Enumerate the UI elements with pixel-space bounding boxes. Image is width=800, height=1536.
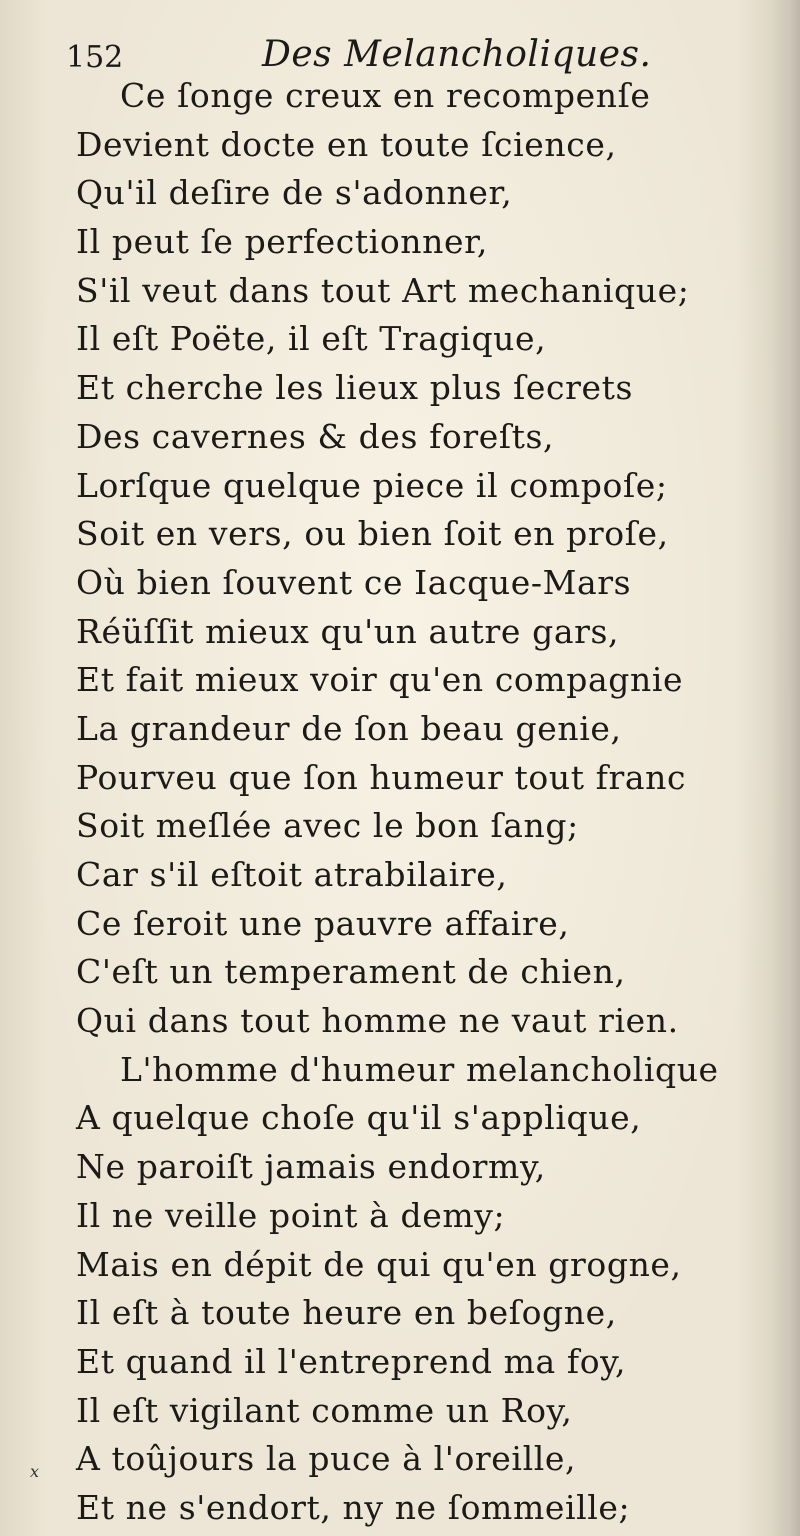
verse-line: Mais en dépit de qui qu'en grogne,	[76, 1244, 682, 1284]
verse-line: Ce ſeroit une pauvre affaire,	[76, 903, 570, 943]
verse-line: Et quand il l'entreprend ma foy,	[76, 1341, 627, 1381]
verse-line: Qui dans tout homme ne vaut rien.	[76, 1001, 679, 1041]
verse-line: Pourveu que ſon humeur tout franc	[76, 757, 687, 797]
signature-mark: x	[30, 1462, 40, 1481]
verse-line: Il eſt Poëte, il eſt Tragique,	[76, 319, 547, 359]
verse-line: Soit en vers, ou bien ſoit en proſe,	[76, 514, 669, 554]
verse-line: A toûjours la puce à l'oreille,	[76, 1439, 577, 1479]
verse-line: A quelque choſe qu'il s'applique,	[76, 1098, 642, 1138]
verse-line: Où bien ſouvent ce Iacque-Mars	[76, 562, 632, 602]
verse-line: Il eſt vigilant comme un Roy,	[76, 1390, 573, 1430]
verse-line: C'eſt un temperament de chien,	[76, 952, 626, 992]
verse-line: Car s'il eſtoit atrabilaire,	[76, 855, 508, 894]
verse-line: S'il veut dans tout Art mechanique;	[76, 270, 690, 310]
verse-line: Il eſt à toute heure en beſogne,	[76, 1293, 617, 1333]
verse-line: Lorſque quelque piece il compoſe;	[76, 465, 668, 505]
verse-line: Ne paroiſt jamais endormy,	[76, 1147, 546, 1187]
verse-line: Soit meſlée avec le bon ſang;	[76, 806, 579, 846]
verse-line: Ce ſonge creux en recompenſe	[120, 76, 651, 115]
running-head: Des Melancholiques.	[262, 34, 652, 75]
verse-block	[76, 72, 776, 1533]
verse-line: L'homme d'humeur melancholique	[120, 1049, 719, 1089]
verse-line: Il peut ſe perfectionner,	[76, 222, 488, 262]
verse-line: Et cherche les lieux plus ſecrets	[76, 368, 634, 408]
verse-line: Qu'il deſire de s'adonner,	[76, 173, 513, 213]
page-number: 152	[66, 40, 124, 75]
verse-line: La grandeur de ſon beau genie,	[76, 708, 622, 748]
verse-line: Réüſſit mieux qu'un autre gars,	[76, 611, 620, 651]
verse-line: Des cavernes & des foreſts,	[76, 416, 555, 456]
verse-line: Et ne s'endort, ny ne ſommeille;	[76, 1487, 631, 1527]
page-edge-shadow	[772, 0, 800, 1536]
verse-line: Devient docte en toute ſcience,	[76, 124, 617, 164]
verse-line: Et fait mieux voir qu'en compagnie	[76, 660, 684, 700]
verse-line: Il ne veille point à demy;	[76, 1195, 506, 1235]
